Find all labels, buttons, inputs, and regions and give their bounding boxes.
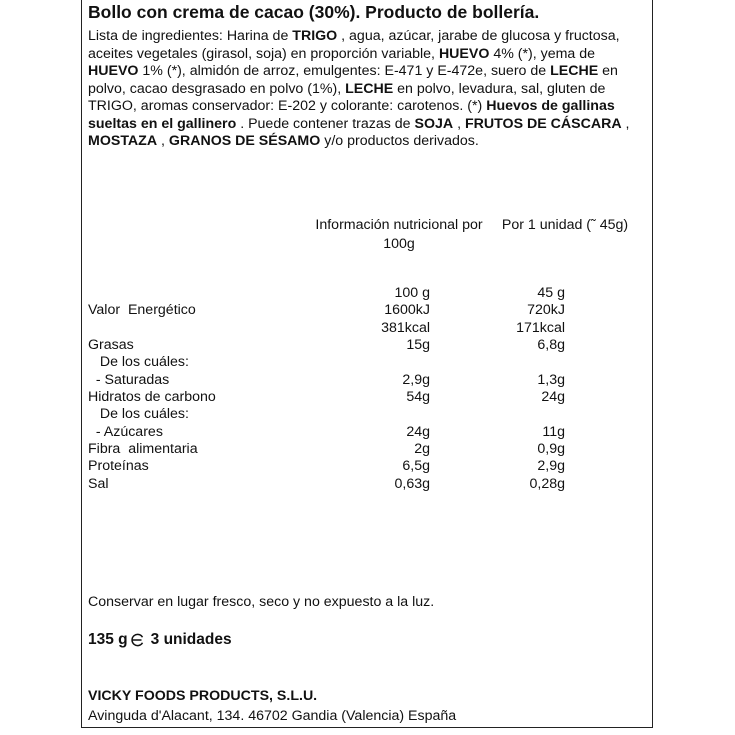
nutrient-name: De los cuáles: bbox=[88, 406, 189, 422]
ingredient-text: , bbox=[453, 115, 465, 132]
ingredient-text: Lista de ingredientes: Harina de bbox=[88, 28, 293, 44]
nutrition-row bbox=[88, 441, 648, 458]
value-per-unit: 1,3g bbox=[537, 372, 565, 388]
ingredient-allergen: LECHE bbox=[550, 63, 599, 79]
nutrition-header-100g: Información nutricional por 100g bbox=[315, 217, 483, 252]
nutrition-row bbox=[88, 302, 648, 319]
ingredient-text: . Puede contener trazas de bbox=[236, 115, 415, 132]
nutrient-name: - Azúcares bbox=[88, 424, 163, 440]
value-per-100g: 6,5g bbox=[402, 458, 430, 474]
ingredient-text: , bbox=[157, 133, 169, 149]
nutrient-name: Valor Energético bbox=[88, 302, 196, 318]
ingredient-text: en polvo, cacao desgrasado en polvo (1%), bbox=[88, 63, 618, 97]
value-per-100g: 1600kJ bbox=[384, 302, 430, 318]
e-mark-icon bbox=[130, 633, 144, 647]
value-per-100g: 54g bbox=[406, 389, 430, 405]
value-per-100g: 0,63g bbox=[394, 476, 430, 492]
nutrition-row bbox=[88, 285, 648, 302]
nutrient-name: Sal bbox=[88, 476, 109, 492]
ingredient-allergen: MOSTAZA bbox=[88, 133, 158, 149]
value-per-100g: 100 g bbox=[394, 285, 430, 301]
value-per-unit: 171kcal bbox=[516, 320, 565, 336]
nutrient-name: Fibra alimentaria bbox=[88, 441, 198, 457]
company-address: Avinguda d'Alacant, 134. 46702 Gandia (Valencia) España bbox=[88, 708, 457, 724]
units-count: 3 unidades bbox=[150, 631, 232, 648]
value-per-unit: 2,9g bbox=[537, 458, 565, 474]
ingredient-allergen: LECHE bbox=[345, 80, 394, 97]
value-per-unit: 0,9g bbox=[537, 441, 565, 457]
weight-value: 135 g bbox=[88, 631, 128, 648]
ingredient-allergen: HUEVO bbox=[438, 45, 490, 62]
nutrition-row bbox=[88, 424, 648, 441]
ingredient-text: 1% (*), almidón de arroz, emulgentes: E-471 y E-472e, suero de bbox=[138, 63, 551, 79]
value-per-unit: 6,8g bbox=[537, 337, 565, 353]
value-per-unit: 0,28g bbox=[529, 476, 565, 492]
nutrition-header-unit: Por 1 unidad (˜ 45g) bbox=[501, 217, 629, 233]
company-name: VICKY FOODS PRODUCTS, S.L.U. bbox=[88, 688, 318, 704]
nutrient-name: Hidratos de carbono bbox=[88, 389, 216, 405]
value-per-unit: 11g bbox=[542, 424, 565, 440]
nutrition-row bbox=[88, 354, 648, 371]
ingredient-allergen: SOJA bbox=[414, 115, 454, 132]
ingredient-text: y/o productos derivados. bbox=[320, 133, 479, 149]
nutrition-row bbox=[88, 389, 648, 406]
nutrition-row bbox=[88, 372, 648, 389]
value-per-100g: 381kcal bbox=[381, 320, 430, 336]
ingredients-list bbox=[88, 28, 648, 151]
value-per-unit: 24g bbox=[541, 389, 565, 405]
ingredient-allergen: FRUTOS DE CÁSCARA bbox=[464, 115, 622, 132]
nutrient-name: De los cuáles: bbox=[88, 354, 189, 370]
ingredient-text: 4% (*), yema de bbox=[489, 45, 596, 62]
storage-instructions: Conservar en lugar fresco, seco y no expuesto a la luz. bbox=[88, 594, 435, 610]
nutrient-name: Grasas bbox=[88, 337, 134, 353]
ingredient-allergen: TRIGO bbox=[292, 28, 338, 44]
ingredient-text: en polvo, levadura, sal, gluten de TRIGO, aromas conservador: E-202 y colorante: carotenos. (*) bbox=[88, 80, 606, 114]
value-per-100g: 24g bbox=[406, 424, 430, 440]
nutrition-row bbox=[88, 320, 648, 337]
value-per-100g: 2,9g bbox=[402, 372, 430, 388]
ingredient-allergen: HUEVO bbox=[88, 63, 139, 79]
nutrition-row bbox=[88, 458, 648, 475]
value-per-unit: 45 g bbox=[537, 285, 565, 301]
ingredient-text: , agua, azúcar, jarabe de glucosa y fructosa, aceites vegetales (girasol, soja) en proporción variable, bbox=[88, 28, 620, 62]
product-label bbox=[81, 0, 653, 728]
ingredient-text: , bbox=[621, 115, 630, 132]
ingredient-allergen: GRANOS DE SÉSAMO bbox=[168, 133, 321, 149]
product-title: Bollo con crema de cacao (30%). Producto de bollería. bbox=[88, 2, 540, 22]
nutrition-row bbox=[88, 337, 648, 354]
net-weight bbox=[88, 631, 232, 649]
nutrition-row bbox=[88, 476, 648, 493]
nutrient-name: - Saturadas bbox=[88, 372, 170, 388]
nutrition-row bbox=[88, 406, 648, 423]
value-per-unit: 720kJ bbox=[527, 302, 565, 318]
value-per-100g: 15g bbox=[406, 337, 430, 353]
value-per-100g: 2g bbox=[414, 441, 430, 457]
nutrient-name: Proteínas bbox=[88, 458, 149, 474]
ingredient-allergen: Huevos de gallinas sueltas en el gallinero bbox=[88, 98, 615, 132]
